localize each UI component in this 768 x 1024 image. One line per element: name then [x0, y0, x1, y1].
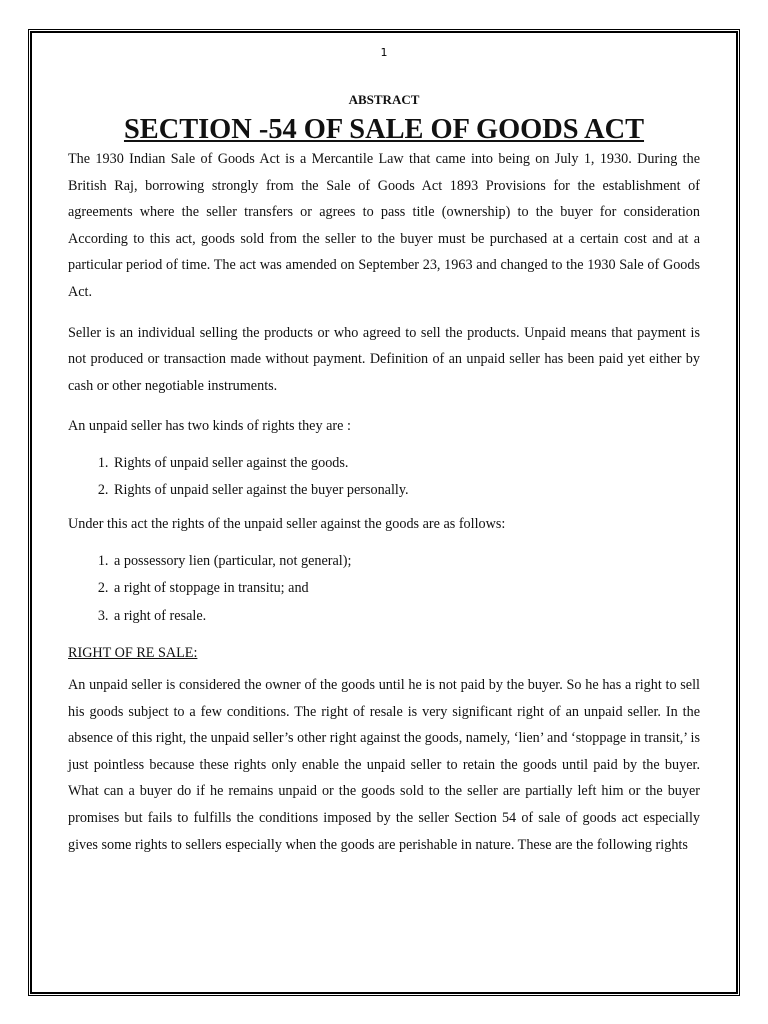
abstract-heading: ABSTRACT [348, 92, 420, 107]
list-item: 3. a right of resale. [112, 603, 700, 631]
resale-heading: RIGHT OF RE SALE: [68, 645, 198, 662]
page-number: 1 [380, 46, 388, 59]
paragraph-goods-rights-intro: Under this act the rights of the unpaid seller against the goods are as follows: [68, 515, 506, 532]
paragraph-intro: The 1930 Indian Sale of Goods Act is a Mercantile Law that came into being on July 1, 1930. During the British Raj, borrowing strongly from the Sale of Goods Act 1893 Provisions for the establishment of agreements where the seller transfers or agrees to pass title (ownership) to the buyer for consideration According to this act, goods sold from the seller to the buyer must be purchased at a certain cost and at a particular period of time. The act was amended on September 23, 1963 and changed to the 1930 Sale of Goods Act. [68, 151, 700, 300]
rights-list [68, 450, 700, 505]
document-body [68, 88, 700, 858]
list-item: 1. Rights of unpaid seller against the goods. [112, 450, 700, 478]
goods-rights-list [68, 548, 700, 631]
paragraph-resale: An unpaid seller is considered the owner of the goods until he is not paid by the buyer. So he has a right to sell his goods subject to a few conditions. The right of resale is very significant right of an unpaid seller. In the absence of this right, the unpaid seller’s other right against the goods, namely, ‘lien’ and ‘stoppage in transit,’ is just pointless because these rights only enable the unpaid seller to retain the goods until paid by the buyer. What can a buyer do if he remains unpaid or the goods sold to the seller are partially left him or the buyer promises but fails to fulfills the conditions imposed by the seller Section 54 of sale of goods act especially gives some rights to sellers especially when the goods are perishable in nature. These are the following rights [68, 677, 700, 853]
list-item: 2. Rights of unpaid seller against the buyer personally. [112, 477, 700, 505]
section-title: SECTION -54 OF SALE OF GOODS ACT [123, 114, 645, 145]
paragraph-rights-intro: An unpaid seller has two kinds of rights they are : [68, 418, 351, 435]
list-item: 1. a possessory lien (particular, not general); [112, 548, 700, 576]
list-item: 2. a right of stoppage in transitu; and [112, 575, 700, 603]
paragraph-seller-definition: Seller is an individual selling the products or who agreed to sell the products. Unpaid means that payment is not produced or transaction made without payment. Definition of an unpaid seller has been paid yet either by cash or other negotiable instruments. [68, 324, 700, 394]
